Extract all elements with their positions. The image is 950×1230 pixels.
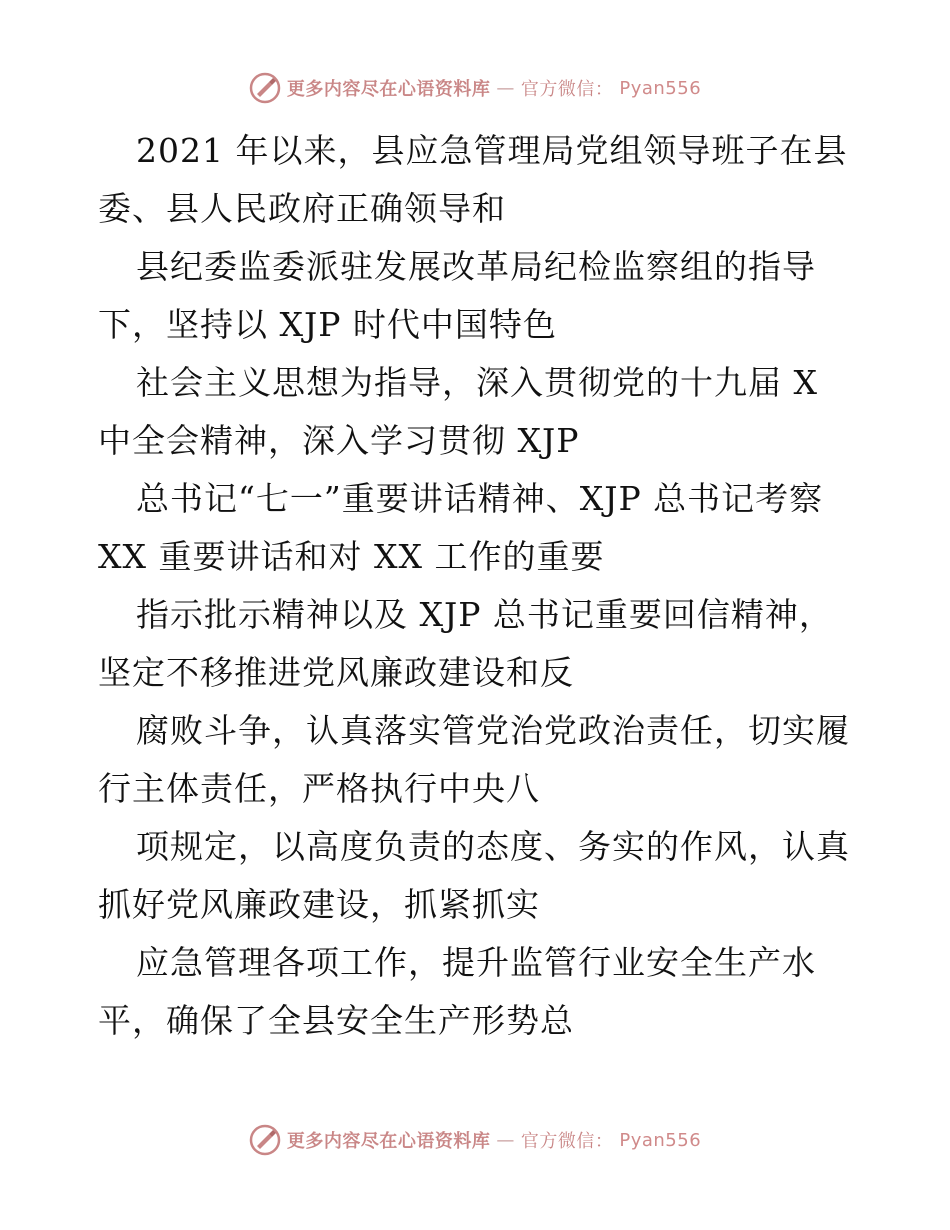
pen-logo-icon <box>249 1124 281 1156</box>
text-line: 项规定，以高度负责的态度、务实的作风，认真 <box>136 827 850 866</box>
watermark-dash: — <box>496 77 515 99</box>
watermark-dash: — <box>496 1129 515 1151</box>
watermark-main-text: 更多内容尽在心语资料库 <box>286 1131 491 1152</box>
paragraph-lines <box>98 122 858 1050</box>
watermark-wechat-id: Pyan556 <box>619 77 702 99</box>
text-line: 抓好党风廉政建设，抓紧抓实 <box>98 885 540 924</box>
text-line: XX 重要讲话和对 XX 工作的重要 <box>98 537 605 576</box>
document-body <box>98 122 858 1050</box>
watermark-main-text: 更多内容尽在心语资料库 <box>286 79 491 100</box>
watermark-wechat-id: Pyan556 <box>619 1129 702 1151</box>
text-line: 县纪委监委派驻发展改革局纪检监察组的指导 <box>136 247 816 286</box>
pen-logo-icon <box>249 72 281 104</box>
watermark-sub-text: 官方微信： <box>520 1131 614 1152</box>
header-watermark <box>0 72 950 104</box>
text-line: 腐败斗争，认真落实管党治党政治责任，切实履 <box>136 711 850 750</box>
text-line: 指示批示精神以及 XJP 总书记重要回信精神， <box>136 595 833 634</box>
watermark-sub-text: 官方微信： <box>520 79 614 100</box>
text-line: 委、县人民政府正确领导和 <box>98 189 506 228</box>
footer-watermark <box>0 1124 950 1156</box>
text-line: 平，确保了全县安全生产形势总 <box>98 1001 574 1040</box>
text-line: 行主体责任，严格执行中央八 <box>98 769 540 808</box>
text-line: 下，坚持以 XJP 时代中国特色 <box>98 305 557 344</box>
text-line: 应急管理各项工作，提升监管行业安全生产水 <box>136 943 816 982</box>
text-line: 中全会精神，深入学习贯彻 XJP <box>98 421 580 460</box>
text-line: 2021 年以来，县应急管理局党组领导班子在县 <box>136 131 848 170</box>
text-line: 坚定不移推进党风廉政建设和反 <box>98 653 574 692</box>
text-line: 社会主义思想为指导，深入贯彻党的十九届 X <box>136 363 818 402</box>
text-line: 总书记“七一”重要讲话精神、XJP 总书记考察 <box>136 479 824 518</box>
